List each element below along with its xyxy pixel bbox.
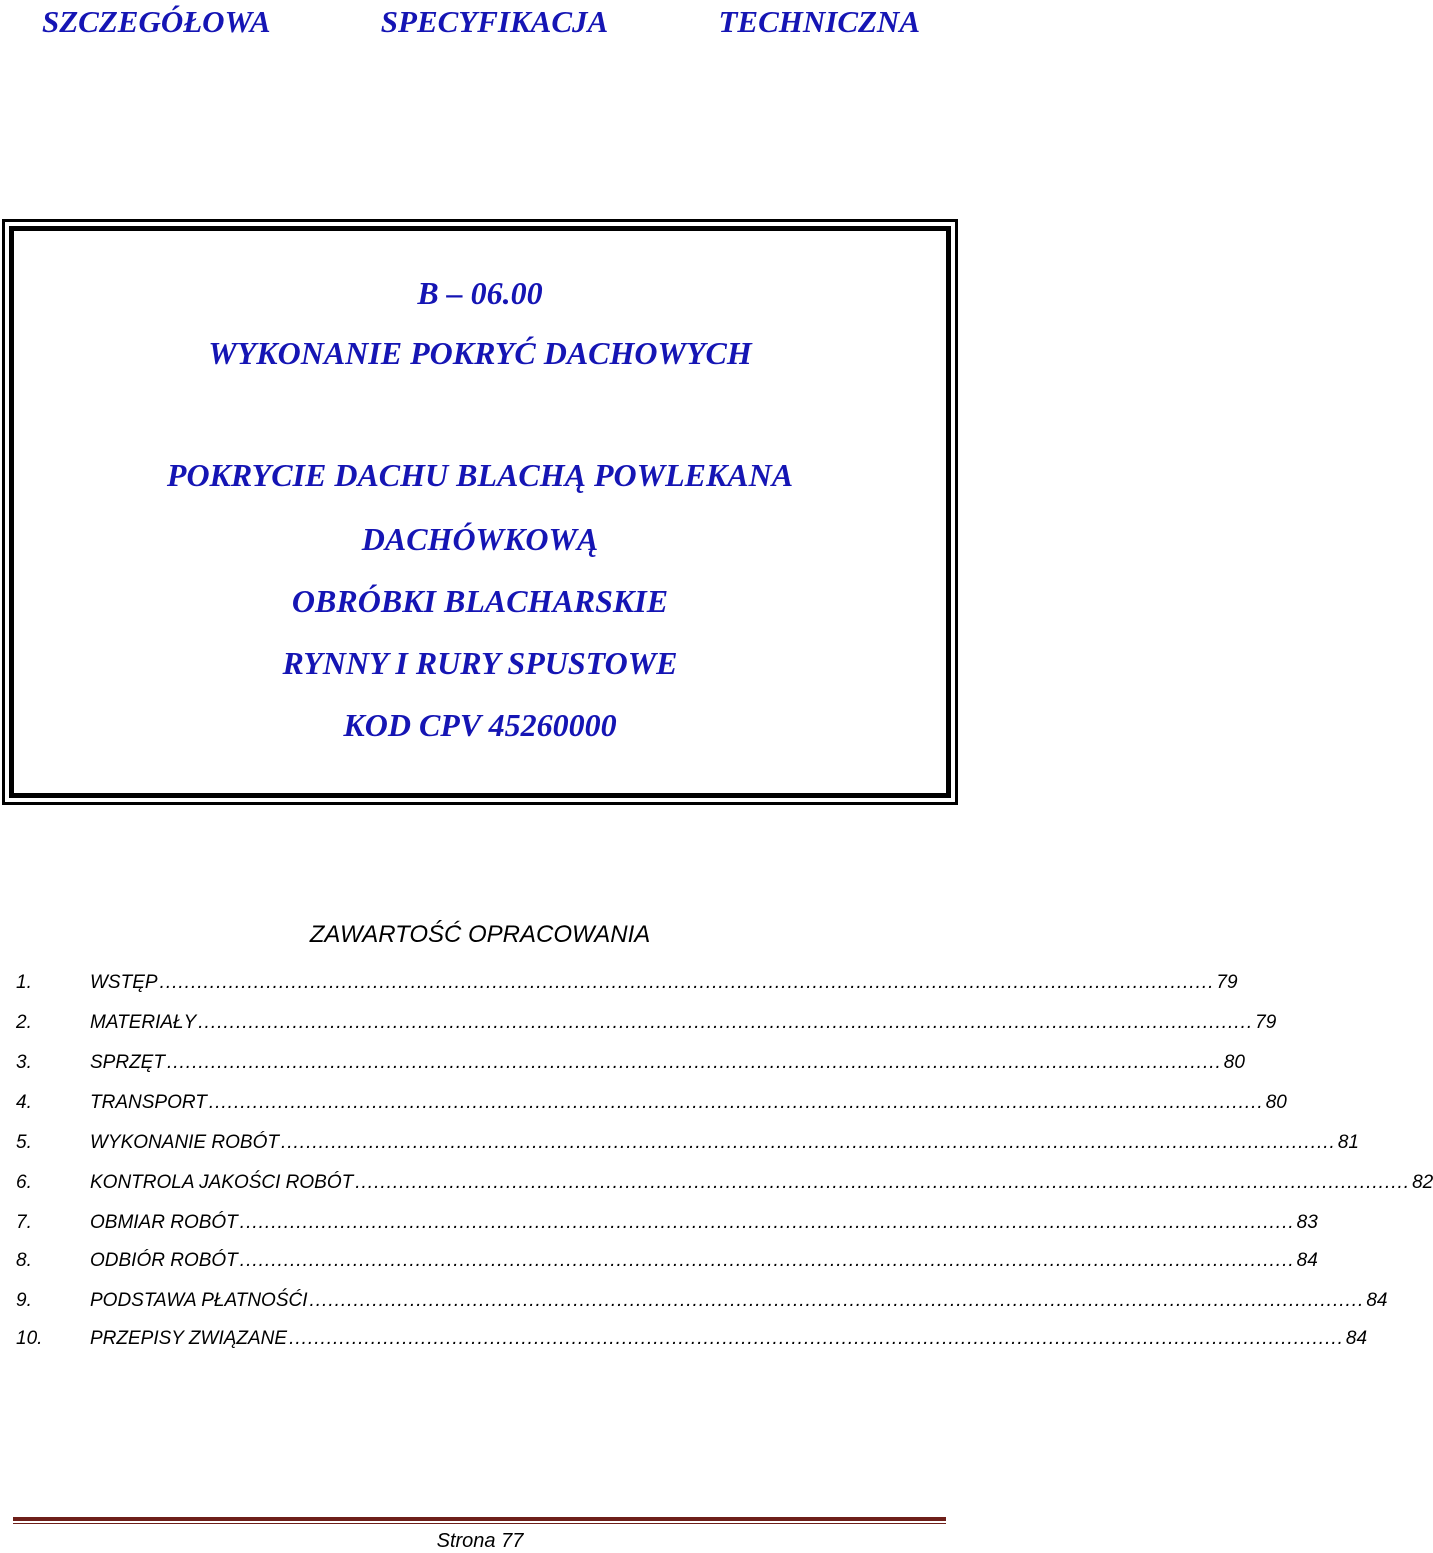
cpv-code: KOD CPV 45260000 bbox=[343, 707, 617, 743]
toc-page-number: 84 bbox=[1366, 1290, 1388, 1311]
toc-page-number: 80 bbox=[1223, 1052, 1245, 1073]
toc-label: PODSTAWA PŁATNOŚĆI bbox=[90, 1290, 308, 1311]
toc-label: PRZEPISY ZWIĄZANE bbox=[90, 1328, 288, 1349]
header-word-1: SZCZEGÓŁOWA bbox=[42, 4, 271, 39]
toc-leader-dots: ........................................................................................................................................................................ bbox=[239, 1250, 1295, 1271]
toc-number: 8. bbox=[16, 1250, 32, 1271]
toc-number: 9. bbox=[16, 1290, 32, 1311]
footer-page-number: Strona 77 bbox=[436, 1530, 524, 1552]
toc-row[interactable] bbox=[16, 1290, 1388, 1322]
toc-page-number: 83 bbox=[1296, 1212, 1318, 1233]
toc-leader-dots: ........................................................................................................................................................................ bbox=[289, 1328, 1344, 1349]
toc-leader-dots: ........................................................................................................................................................................ bbox=[166, 1052, 1222, 1073]
toc-row[interactable] bbox=[16, 972, 1238, 1004]
footer-divider-thick bbox=[13, 1517, 946, 1521]
toc-row[interactable] bbox=[16, 1328, 1368, 1360]
header-word-2: SPECYFIKACJA bbox=[380, 4, 609, 39]
toc-row[interactable] bbox=[16, 1132, 1359, 1164]
toc-page-number: 81 bbox=[1337, 1132, 1359, 1153]
toc-leader-dots: ........................................................................................................................................................................ bbox=[309, 1290, 1365, 1311]
toc-leader-dots: ........................................................................................................................................................................ bbox=[159, 972, 1215, 993]
header-word-3: TECHNICZNA bbox=[718, 4, 920, 39]
spec-code: B – 06.00 bbox=[417, 275, 543, 311]
toc-label: TRANSPORT bbox=[90, 1092, 207, 1113]
title-box-inner-frame bbox=[9, 226, 951, 798]
toc-number: 5. bbox=[16, 1132, 32, 1153]
toc-label: MATERIAŁY bbox=[90, 1012, 197, 1033]
toc-row[interactable] bbox=[16, 1172, 1433, 1204]
toc-number: 7. bbox=[16, 1212, 32, 1233]
scope-line-4: RYNNY I RURY SPUSTOWE bbox=[282, 645, 678, 681]
toc-leader-dots: ........................................................................................................................................................................ bbox=[208, 1092, 1264, 1113]
toc-number: 3. bbox=[16, 1052, 32, 1073]
toc-row[interactable] bbox=[16, 1212, 1318, 1244]
toc-row[interactable] bbox=[16, 1052, 1245, 1084]
scope-line-2: DACHÓWKOWĄ bbox=[361, 521, 599, 557]
document-header-title bbox=[0, 0, 960, 44]
toc-number: 4. bbox=[16, 1092, 32, 1113]
toc-label: ODBIÓR ROBÓT bbox=[90, 1250, 238, 1271]
toc-page-number: 84 bbox=[1296, 1250, 1318, 1271]
toc-page-number: 84 bbox=[1345, 1328, 1368, 1349]
toc-heading: ZAWARTOŚĆ OPRACOWANIA bbox=[309, 921, 651, 948]
toc-number: 1. bbox=[16, 972, 32, 993]
toc-number: 10. bbox=[16, 1328, 43, 1349]
toc-number: 6. bbox=[16, 1172, 32, 1193]
toc-label: KONTROLA JAKOŚCI ROBÓT bbox=[90, 1172, 354, 1193]
toc-row[interactable] bbox=[16, 1092, 1287, 1124]
toc-label: OBMIAR ROBÓT bbox=[90, 1212, 238, 1233]
toc-number: 2. bbox=[16, 1012, 32, 1033]
toc-row[interactable] bbox=[16, 1250, 1318, 1282]
toc-page-number: 79 bbox=[1255, 1012, 1277, 1033]
toc-label: SPRZĘT bbox=[90, 1052, 165, 1073]
title-box bbox=[2, 219, 958, 805]
spec-title: WYKONANIE POKRYĆ DACHOWYCH bbox=[208, 335, 752, 371]
toc-leader-dots: ........................................................................................................................................................................ bbox=[280, 1132, 1336, 1153]
toc-leader-dots: ........................................................................................................................................................................ bbox=[239, 1212, 1295, 1233]
scope-line-3: OBRÓBKI BLACHARSKIE bbox=[291, 583, 669, 619]
toc-page-number: 82 bbox=[1412, 1172, 1433, 1193]
scope-line-1: POKRYCIE DACHU BLACHĄ POWLEKANA bbox=[166, 457, 794, 493]
toc-leader-dots: ........................................................................................................................................................................ bbox=[198, 1012, 1254, 1033]
toc-row[interactable] bbox=[16, 1012, 1277, 1044]
toc-leader-dots: ........................................................................................................................................................................ bbox=[355, 1172, 1411, 1193]
toc-page-number: 79 bbox=[1216, 972, 1238, 993]
toc-page-number: 80 bbox=[1265, 1092, 1287, 1113]
toc-label: WYKONANIE ROBÓT bbox=[90, 1132, 279, 1153]
toc-label: WSTĘP bbox=[90, 972, 158, 993]
footer-divider-thin bbox=[13, 1523, 946, 1524]
